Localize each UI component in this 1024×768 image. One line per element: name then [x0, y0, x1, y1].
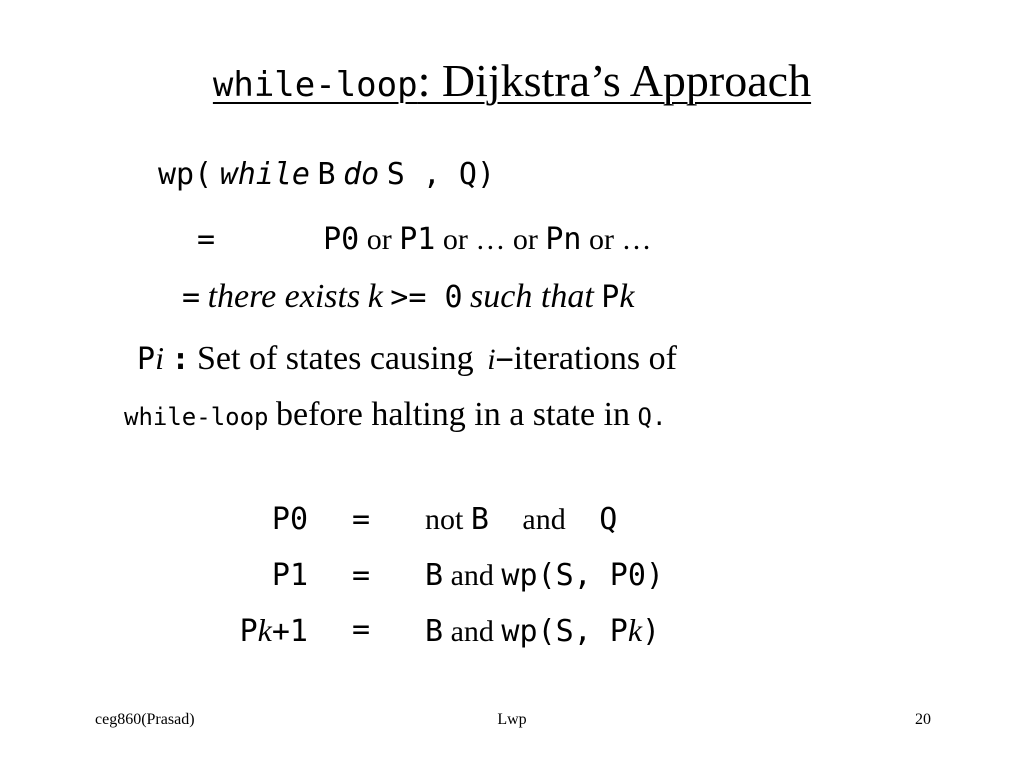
footer-page-number: 20: [915, 711, 931, 728]
pi-text-3: before halting in a state in: [276, 396, 631, 433]
ellipsis-2: …: [621, 223, 652, 256]
def-and: and: [450, 559, 494, 592]
def-b: B: [425, 614, 444, 649]
var-i: i: [155, 340, 164, 376]
term-pn: Pn: [545, 222, 582, 257]
pi-text-2: iterations of: [513, 340, 677, 377]
def-wp-k: k: [627, 612, 643, 648]
colon: :: [171, 342, 190, 377]
wp-while-expression: [158, 157, 496, 192]
term-p: P: [601, 280, 620, 315]
or-4: or: [588, 223, 614, 256]
disjunction-line: [197, 222, 652, 257]
ge-zero: >= 0: [390, 280, 463, 315]
term-p0: P0: [323, 222, 360, 257]
def-rhs: [425, 500, 617, 540]
def-lhs-p: P: [239, 614, 258, 649]
def-wp: wp(S, P0): [501, 558, 664, 593]
equals-sign: =: [197, 222, 216, 257]
footer-left: ceg860(Prasad): [95, 711, 195, 728]
def-and: and: [522, 503, 566, 536]
def-lhs: [0, 610, 308, 652]
title-code: while-loop: [212, 65, 418, 105]
def-eq: =: [352, 558, 371, 593]
def-eq: =: [352, 612, 371, 647]
def-rhs: [425, 556, 664, 596]
def-b: B: [425, 558, 444, 593]
def-lhs: [0, 556, 308, 596]
slide-title-underlined: [212, 55, 812, 106]
def-q: Q: [599, 502, 618, 537]
var-k-sub: k: [619, 278, 635, 315]
equals-sign-2: =: [182, 280, 201, 315]
def-wp-close: ): [642, 614, 661, 649]
def-lhs-tail: +1: [271, 614, 308, 649]
dash: −: [495, 342, 514, 377]
def-wp: wp(S, P: [501, 614, 628, 649]
def-lhs-sub: 1: [289, 558, 308, 593]
or-1: or: [366, 223, 392, 256]
pi-text-1: Set of states causing: [197, 340, 474, 377]
def-lhs-p: P: [271, 558, 290, 593]
there-exists: there exists: [207, 278, 361, 315]
or-3: or: [512, 223, 538, 256]
slide-title: [0, 55, 1024, 106]
footer-center: Lwp: [497, 711, 527, 728]
def-not: not: [425, 503, 464, 536]
keyword-while: while: [219, 157, 310, 192]
q-end: Q.: [637, 403, 667, 431]
keyword-do: do: [343, 157, 380, 192]
def-eq: =: [352, 502, 371, 537]
term-p-i: P: [137, 342, 156, 377]
term-p1: P1: [399, 222, 436, 257]
wp-prefix: wp(: [158, 157, 213, 192]
such-that: such that: [470, 278, 594, 315]
def-lhs: [0, 500, 308, 540]
or-2: or: [442, 223, 468, 256]
def-lhs-k: k: [257, 612, 272, 648]
var-i-2: i: [487, 343, 496, 376]
while-loop-code: while-loop: [124, 403, 269, 431]
wp-rest: S , Q): [386, 157, 496, 192]
def-lhs-sub: 0: [289, 502, 308, 537]
guard-b: B: [317, 157, 336, 192]
pi-definition-line-2: [124, 398, 666, 432]
var-k: k: [367, 278, 383, 315]
pi-definition-line: [137, 342, 677, 376]
def-and: and: [450, 615, 494, 648]
def-rhs: [425, 610, 660, 652]
title-text: : Dijkstra’s Approach: [417, 55, 812, 106]
def-b: B: [470, 502, 489, 537]
ellipsis-1: …: [475, 223, 506, 256]
exists-line: [182, 280, 634, 314]
def-lhs-p: P: [271, 502, 290, 537]
